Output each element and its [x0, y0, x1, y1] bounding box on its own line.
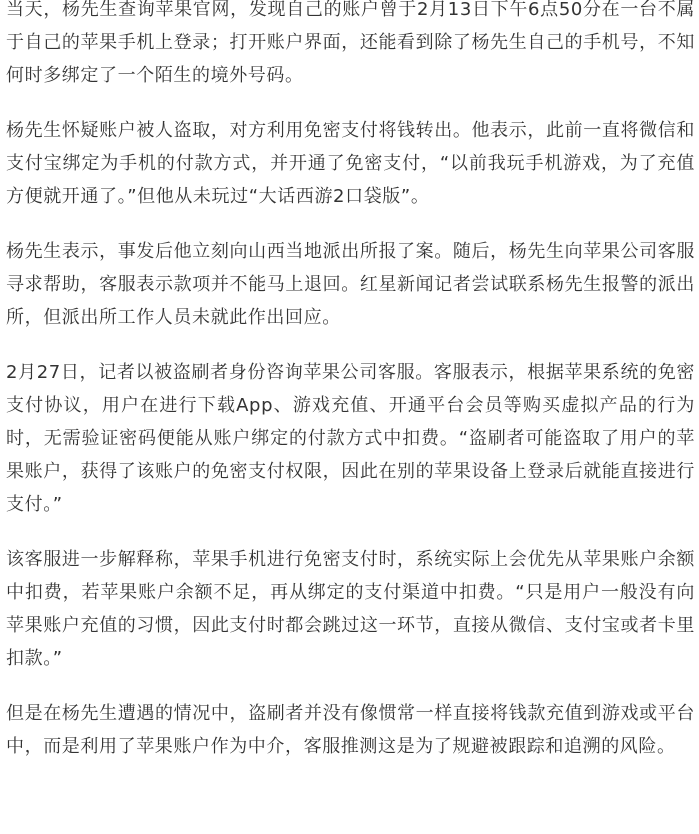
paragraph-risk-analysis: 但是在杨先生遭遇的情况中，盗刷者并没有像惯常一样直接将钱款充值到游戏或平台中，而是利用了苹果账户作为中介，客服推测这是为了规避被跟踪和追溯的风险。	[6, 703, 695, 757]
paragraph-suspected-theft: 杨先生怀疑账户被人盗取，对方利用免密支付将钱转出。他表示，此前一直将微信和支付宝绑定为手机的付款方式，并开通了免密支付，“以前我玩手机游戏，为了充值方便就开通了。”但他从未玩过“大话西游2口袋版”。	[6, 120, 695, 207]
paragraph-police-report: 杨先生表示，事发后他立刻向山西当地派出所报了案。随后，杨先生向苹果公司客服寻求帮助，客服表示款项并不能马上退回。红星新闻记者尝试联系杨先生报警的派出所，但派出所工作人员未就此作出回应。	[6, 241, 695, 328]
paragraph-account-login: 当天，杨先生查询苹果官网，发现自己的账户曾于2月13日下午6点50分在一台不属于自己的苹果手机上登录；打开账户界面，还能看到除了杨先生自己的手机号，不知何时多绑定了一个陌生的境外号码。	[6, 0, 695, 86]
paragraph-payment-explanation: 该客服进一步解释称，苹果手机进行免密支付时，系统实际上会优先从苹果账户余额中扣费，若苹果账户余额不足，再从绑定的支付渠道中扣费。“只是用户一般没有向苹果账户充值的习惯，因此支付时都会跳过这一环节，直接从微信、支付宝或者卡里扣款。”	[6, 549, 695, 669]
paragraph-customer-service: 2月27日，记者以被盗刷者身份咨询苹果公司客服。客服表示，根据苹果系统的免密支付协议，用户在进行下载App、游戏充值、开通平台会员等购买虚拟产品的行为时，无需验证密码便能从账户绑定的付款方式中扣费。“盗刷者可能盗取了用户的苹果账户，获得了该账户的免密支付权限，因此在别的苹果设备上登录后就能直接进行支付。”	[6, 362, 695, 515]
